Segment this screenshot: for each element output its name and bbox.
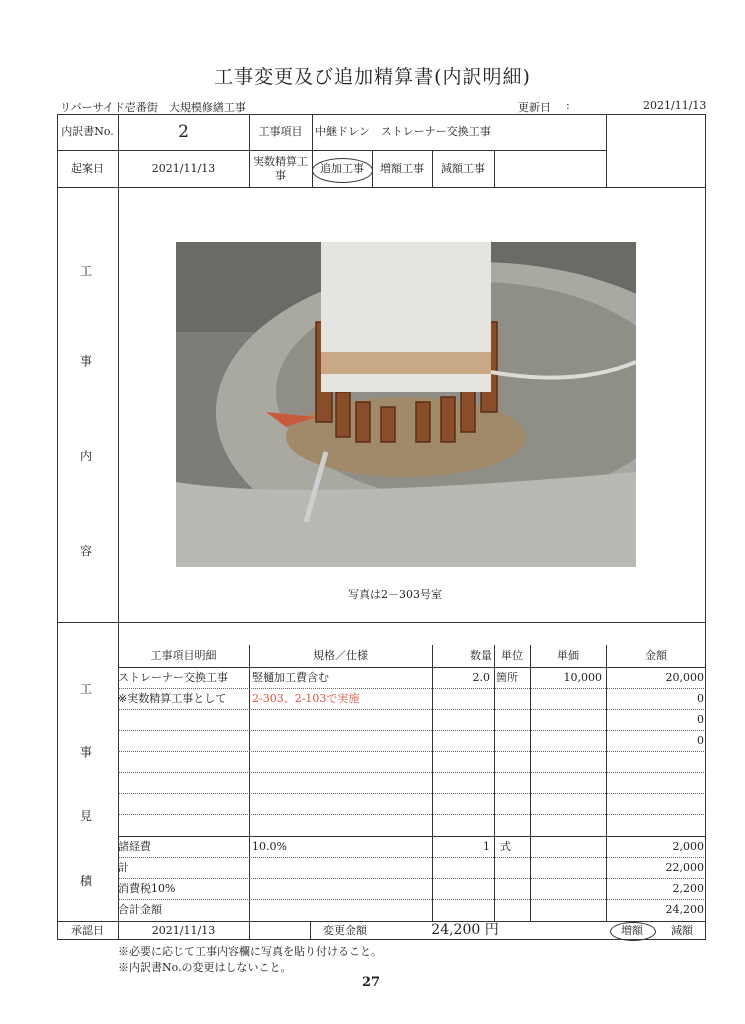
content-label-char: 事 [80, 354, 93, 368]
document-title: 工事変更及び追加精算書(内訳明細) [214, 66, 531, 88]
estimate-label-char: 積 [80, 874, 93, 888]
photo-caption: 写真は2－303号室 [348, 588, 442, 601]
tax-label: 消費税10% [118, 881, 176, 895]
row1-amount: 20,000 [665, 670, 704, 684]
grid-line [494, 645, 495, 921]
content-label-char: 工 [80, 264, 93, 278]
grid-line [249, 645, 250, 921]
row3-amount: 0 [697, 712, 704, 726]
category-additional: 追加工事 [320, 161, 364, 175]
col-header-detail: 工事項目明細 [150, 649, 217, 663]
note-1: ※必要に応じて工事内容欄に写真を貼り付けること。 [118, 945, 382, 958]
estimate-label-char: 事 [80, 745, 93, 759]
category-actual: 実数精算工事 [253, 155, 308, 182]
content-label-char: 内 [80, 449, 93, 463]
content-label-char: 容 [80, 544, 93, 558]
breakdown-label: 内訳書No. [61, 125, 114, 139]
subtotal-amount: 22,000 [665, 860, 704, 874]
approval-label: 承認日 [71, 923, 104, 937]
page-number: 27 [362, 975, 381, 990]
col-header-amount: 金額 [645, 649, 667, 663]
approval-date: 2021/11/13 [151, 923, 216, 937]
note-2: ※内訳書No.の変更はしないこと。 [118, 961, 292, 974]
expenses-amount: 2,000 [672, 839, 704, 853]
row1-price: 10,000 [563, 670, 602, 684]
change-label: 変更金額 [323, 923, 367, 937]
change-value: 24,200 円 [431, 922, 499, 939]
row-divider [118, 793, 706, 794]
update-date: 2021/11/13 [643, 99, 707, 112]
row1-detail: ストレーナー交換工事 [118, 670, 228, 684]
site-photo [176, 242, 636, 567]
item-label: 工事項目 [258, 125, 303, 139]
grid-line [606, 114, 607, 187]
col-header-unit: 単位 [501, 649, 523, 663]
grid-line [57, 187, 706, 188]
estimate-label-char: 工 [80, 682, 93, 696]
total-label: 合計金額 [118, 903, 162, 917]
decrease-label: 減額 [671, 923, 693, 937]
category-increase: 増額工事 [380, 161, 424, 175]
row-divider [118, 814, 706, 815]
expenses-qty: 1 [483, 839, 490, 853]
estimate-label-char: 見 [80, 809, 93, 823]
draft-date-label: 起案日 [71, 161, 104, 175]
update-colon: : [566, 99, 570, 112]
col-header-qty: 数量 [470, 649, 492, 663]
col-header-price: 単価 [557, 649, 579, 663]
project-name: リバーサイド壱番街 大規模修繕工事 [60, 101, 246, 114]
subtotal-label: 計 [118, 860, 129, 874]
grid-line [494, 150, 495, 187]
item-value: 中継ドレン ストレーナー交換工事 [315, 125, 491, 139]
row2-detail: ※実数精算工事として [118, 691, 227, 705]
row2-amount: 0 [697, 691, 704, 705]
grid-line [249, 921, 250, 940]
expenses-unit: 式 [500, 839, 511, 853]
tax-amount: 2,200 [672, 881, 704, 895]
expenses-spec: 10.0% [252, 839, 287, 853]
row1-spec: 竪樋加工費含む [252, 670, 329, 684]
row1-qty: 2.0 [472, 670, 490, 684]
draft-date-value: 2021/11/13 [151, 161, 216, 175]
row-divider [118, 772, 706, 773]
row-divider [118, 751, 706, 752]
update-label: 更新日 [518, 101, 551, 114]
expenses-label: 諸経費 [118, 839, 151, 853]
row1-unit: 箇所 [496, 670, 518, 684]
selection-circle [312, 158, 373, 183]
col-header-spec: 規格／仕様 [313, 649, 368, 663]
row2-spec: 2-303、2-103で実施 [252, 691, 360, 705]
increase-label: 増額 [621, 923, 643, 937]
total-amount: 24,200 [665, 903, 704, 917]
grid-line [118, 187, 119, 940]
row4-amount: 0 [697, 733, 704, 747]
selection-circle [610, 922, 656, 941]
breakdown-number: 2 [178, 121, 189, 142]
category-decrease: 減額工事 [441, 161, 485, 175]
grid-line [57, 622, 706, 623]
